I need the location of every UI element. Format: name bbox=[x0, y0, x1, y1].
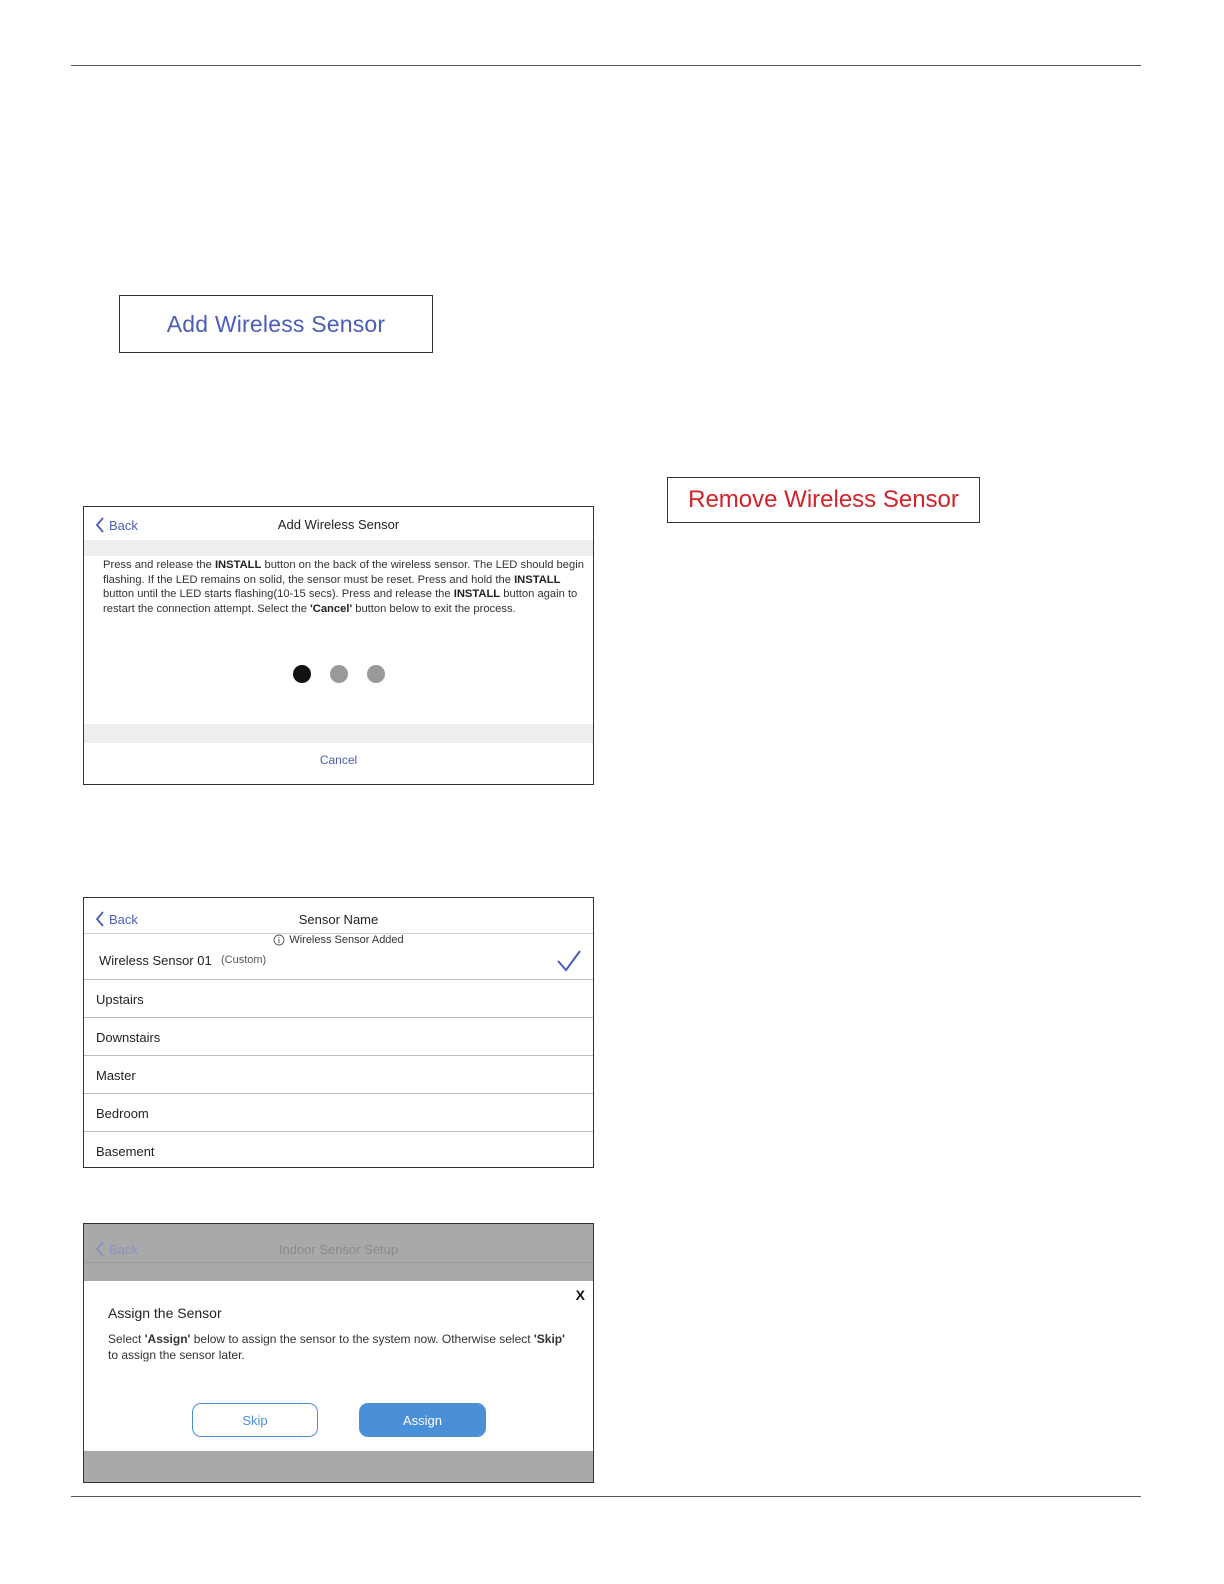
progress-dot bbox=[367, 665, 385, 683]
install-instructions: Press and release the INSTALL button on the back of the wireless sensor. The LED should begin flashing. If the LED remains on solid, the sensor must be reset. Press and hold the INSTALL button until the LED starts flashing(10-15 secs). Press and release the INSTALL button again to restart the connection attempt. Select the 'Cancel' button below to exit the process. bbox=[103, 559, 584, 615]
back-label: Back bbox=[109, 517, 138, 533]
selected-sensor-row[interactable] bbox=[84, 950, 593, 979]
assign-dialog bbox=[84, 1281, 593, 1451]
sensor-name-option[interactable] bbox=[84, 1131, 593, 1168]
option-label: Basement bbox=[96, 1144, 155, 1159]
sensor-name-option[interactable] bbox=[84, 1017, 593, 1056]
screen-title: Add Wireless Sensor bbox=[277, 517, 400, 532]
custom-tag: (Custom) bbox=[221, 954, 267, 966]
sensor-name-option[interactable] bbox=[84, 1093, 593, 1132]
sensor-name-option[interactable] bbox=[84, 1055, 593, 1094]
dialog-title: Assign the Sensor bbox=[108, 1305, 222, 1321]
remove-wireless-sensor-label: Remove Wireless Sensor bbox=[688, 486, 959, 513]
option-label: Downstairs bbox=[96, 1030, 161, 1045]
selected-sensor-name: Wireless Sensor 01 bbox=[99, 953, 212, 968]
add-sensor-screen bbox=[83, 506, 594, 785]
skip-button[interactable]: Skip bbox=[192, 1403, 318, 1437]
bottom-rule bbox=[71, 1496, 1141, 1497]
back-label: Back bbox=[109, 1241, 138, 1257]
screen-title: Sensor Name bbox=[298, 912, 379, 927]
screen-header bbox=[84, 898, 593, 933]
notice-text: Wireless Sensor Added bbox=[289, 934, 404, 946]
screen-title: Indoor Sensor Setup bbox=[278, 1242, 399, 1257]
remove-wireless-sensor-button[interactable] bbox=[667, 477, 980, 523]
screen-header bbox=[84, 507, 593, 542]
back-label: Back bbox=[109, 911, 138, 927]
close-icon[interactable]: X bbox=[575, 1287, 585, 1303]
sensor-name-screen bbox=[83, 897, 594, 1168]
info-icon bbox=[273, 934, 285, 946]
option-label: Master bbox=[96, 1068, 136, 1083]
option-label: Bedroom bbox=[96, 1106, 149, 1121]
sensor-added-notice bbox=[84, 934, 593, 946]
header-divider-band bbox=[84, 540, 593, 556]
footer-divider-band bbox=[84, 724, 593, 743]
sensor-name-option[interactable] bbox=[84, 979, 593, 1018]
progress-dot-active bbox=[293, 665, 311, 683]
option-label: Upstairs bbox=[96, 992, 144, 1007]
checkmark-icon bbox=[556, 948, 582, 974]
dialog-message: Select 'Assign' below to assign the sensor to the system now. Otherwise select 'Skip' to assign the sensor later. bbox=[108, 1332, 565, 1362]
header-divider bbox=[84, 1262, 593, 1263]
cancel-button[interactable]: Cancel bbox=[319, 753, 358, 767]
assign-button[interactable]: Assign bbox=[359, 1403, 486, 1437]
top-rule bbox=[71, 65, 1141, 66]
dimmed-header bbox=[84, 1224, 593, 1281]
progress-dot bbox=[330, 665, 348, 683]
indoor-setup-screen bbox=[83, 1223, 594, 1483]
add-wireless-sensor-button[interactable] bbox=[119, 295, 433, 353]
add-wireless-sensor-label: Add Wireless Sensor bbox=[166, 310, 386, 337]
dimmed-footer bbox=[84, 1451, 593, 1483]
